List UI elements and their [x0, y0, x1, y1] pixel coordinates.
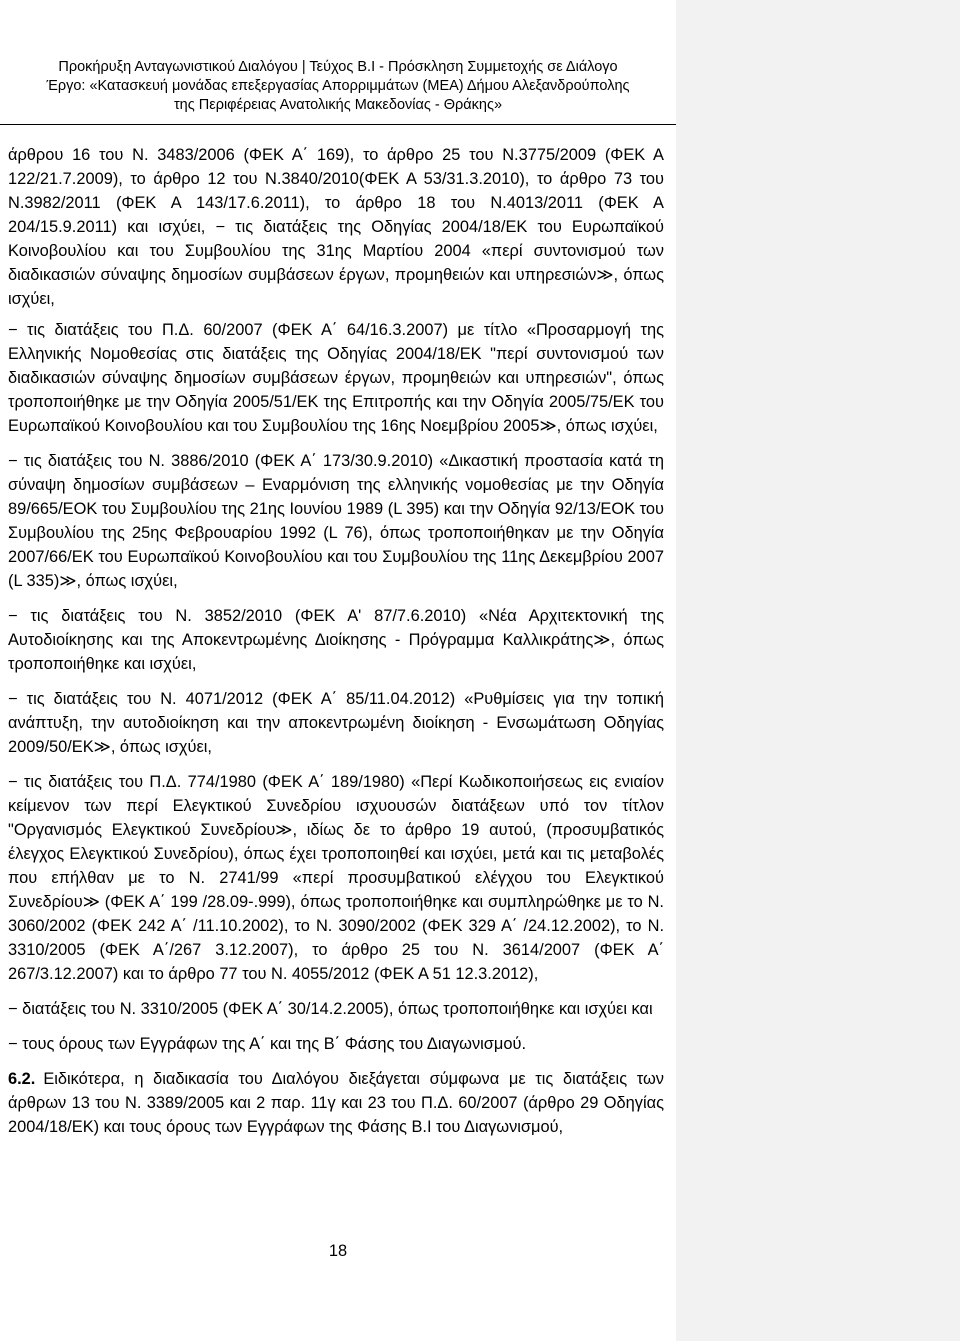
list-item: − τις διατάξεις του Ν. 3886/2010 (ΦΕΚ Α΄ 173/30.9.2010) «Δικαστική προστασία κατά τη σύναψη δημοσίων συμβάσεων – Εναρμόνιση της ελληνικής νομοθεσίας με την Οδηγία 89/665/ΕΟΚ του Συμβουλίου της 21ης Ιουνίου 1989 (L 395) και την Οδηγία 92/13/ΕΟΚ του Συμβουλίου της 25ης Φεβρουαρίου 1992 (L 76), όπως τροποποιήθηκαν με την Οδηγία 2007/66/ΕΚ του Ευρωπαϊκού Κοινοβουλίου και του Συμβουλίου της 11ης Δεκεμβρίου 2007 (L 335)≫, όπως ισχύει,: [8, 452, 664, 590]
comment-margin-panel: [676, 0, 960, 1341]
list-item: − τις διατάξεις του Π.Δ. 60/2007 (ΦΕΚ Α΄ 64/16.3.2007) με τίτλο «Προσαρμογή της Ελληνικής Νομοθεσίας στις διατάξεις της Οδηγίας 2004/18/ΕΚ "περί συντονισμού των διαδικασιών σύναψης δημοσίων συμβάσεων έργων, προμηθειών και υπηρεσιών", όπως τροποποιήθηκε με την Οδηγία 2005/51/ΕΚ της Επιτροπής και την Οδηγία 2005/75/ΕΚ του Ευρωπαϊκού Κοινοβουλίου και του Συμβουλίου της 16ης Νοεμβρίου 2005≫, όπως ισχύει,: [8, 321, 664, 435]
page-number: 18: [328, 1242, 348, 1260]
header-divider: [0, 124, 676, 125]
header-line-3: της Περιφέρειας Ανατολικής Μακεδονίας - Θράκης»: [173, 97, 503, 113]
section-text: Ειδικότερα, η διαδικασία του Διαλόγου διεξάγεται σύμφωνα με τις διατάξεις των άρθρων 13 του Ν. 3389/2005 και 2 παρ. 11γ και 23 του Π.Δ. 60/2007 (άρθρο 29 Οδηγίας 2004/18/ΕΚ) και τους όρους των Εγγράφων της Φάσης Β.Ι του Διαγωνισμού,: [8, 1070, 664, 1136]
header-line-2: Έργο: «Κατασκευή μονάδας επεξεργασίας Απορριμμάτων (ΜΕΑ) Δήμου Αλεξανδρούπολης: [46, 78, 630, 94]
page-header: [0, 58, 676, 115]
document-body: [8, 143, 664, 1139]
header-line-1: Προκήρυξη Ανταγωνιστικού Διαλόγου | Τεύχος Β.Ι - Πρόσκληση Συμμετοχής σε Διάλογο: [58, 59, 618, 75]
paragraph: άρθρου 16 του Ν. 3483/2006 (ΦΕΚ Α΄ 169), το άρθρο 25 του Ν.3775/2009 (ΦΕΚ Α 122/21.7.2009), το άρθρο 12 του Ν.3840/2010(ΦΕΚ Α 53/31.3.2010), το άρθρο 73 του Ν.3982/2011 (ΦΕΚ Α 143/17.6.2011), το άρθρο 18 του Ν.4013/2011 (ΦΕΚ Α 204/15.9.2011) και ισχύει, − τις διατάξεις της Οδηγίας 2004/18/ΕΚ του Ευρωπαϊκού Κοινοβουλίου και του Συμβουλίου της 31ης Μαρτίου 2004 «περί συντονισμού των διαδικασιών σύναψης δημοσίων συμβάσεων έργων, προμηθειών και υπηρεσιών≫, όπως ισχύει,: [8, 146, 664, 308]
list-item: − τις διατάξεις του Ν. 3852/2010 (ΦΕΚ Α' 87/7.6.2010) «Νέα Αρχιτεκτονική της Αυτοδιοίκησης και της Αποκεντρωμένης Διοίκησης - Πρόγραμμα Καλλικράτης≫, όπως τροποποιήθηκε και ισχύει,: [8, 607, 664, 673]
list-item: − τις διατάξεις του Π.Δ. 774/1980 (ΦΕΚ Α΄ 189/1980) «Περί Κωδικοποιήσεως εις ενιαίον κείμενον των περί Ελεγκτικού Συνεδρίου ισχυουσών διατάξεων υπό τον τίτλον "Οργανισμός Ελεγκτικού Συνεδρίου≫, ιδίως δε το άρθρο 19 αυτού, (προσυμβατικός έλεγχος Ελεγκτικού Συνεδρίου), όπως έχει τροποποιηθεί και ισχύει, μετά και τις μεταβολές που επήλθαν με το Ν. 2741/99 «περί προσυμβατικού ελέγχου του Ελεγκτικού Συνεδρίου≫ (ΦΕΚ Α΄ 199 /28.09-.999), όπως τροποποιήθηκε και συμπληρώθηκε με το Ν. 3060/2002 (ΦΕΚ 242 Α΄ /11.10.2002), το Ν. 3090/2002 (ΦΕΚ 329 Α΄ /24.12.2002), το Ν. 3310/2005 (ΦΕΚ Α΄/267 3.12.2007), το άρθρο 25 του Ν. 3614/2007 (ΦΕΚ Α΄ 267/3.12.2007) και το άρθρο 77 του Ν. 4055/2012 (ΦΕΚ Α 51 12.3.2012),: [8, 773, 664, 983]
list-item: − τις διατάξεις του Ν. 4071/2012 (ΦΕΚ Α΄ 85/11.04.2012) «Ρυθμίσεις για την τοπική ανάπτυξη, την αυτοδιοίκηση και την αποκεντρωμένη διοίκηση - Ενσωμάτωση Οδηγίας 2009/50/ΕΚ≫, όπως ισχύει,: [8, 690, 664, 756]
list-item: − διατάξεις του Ν. 3310/2005 (ΦΕΚ Α΄ 30/14.2.2005), όπως τροποποιήθηκε και ισχύει και: [8, 1000, 653, 1018]
list-item: − τους όρους των Εγγράφων της Α΄ και της Β΄ Φάσης του Διαγωνισμού.: [8, 1035, 526, 1053]
section-paragraph: [8, 1067, 664, 1139]
section-number: 6.2.: [8, 1070, 36, 1088]
